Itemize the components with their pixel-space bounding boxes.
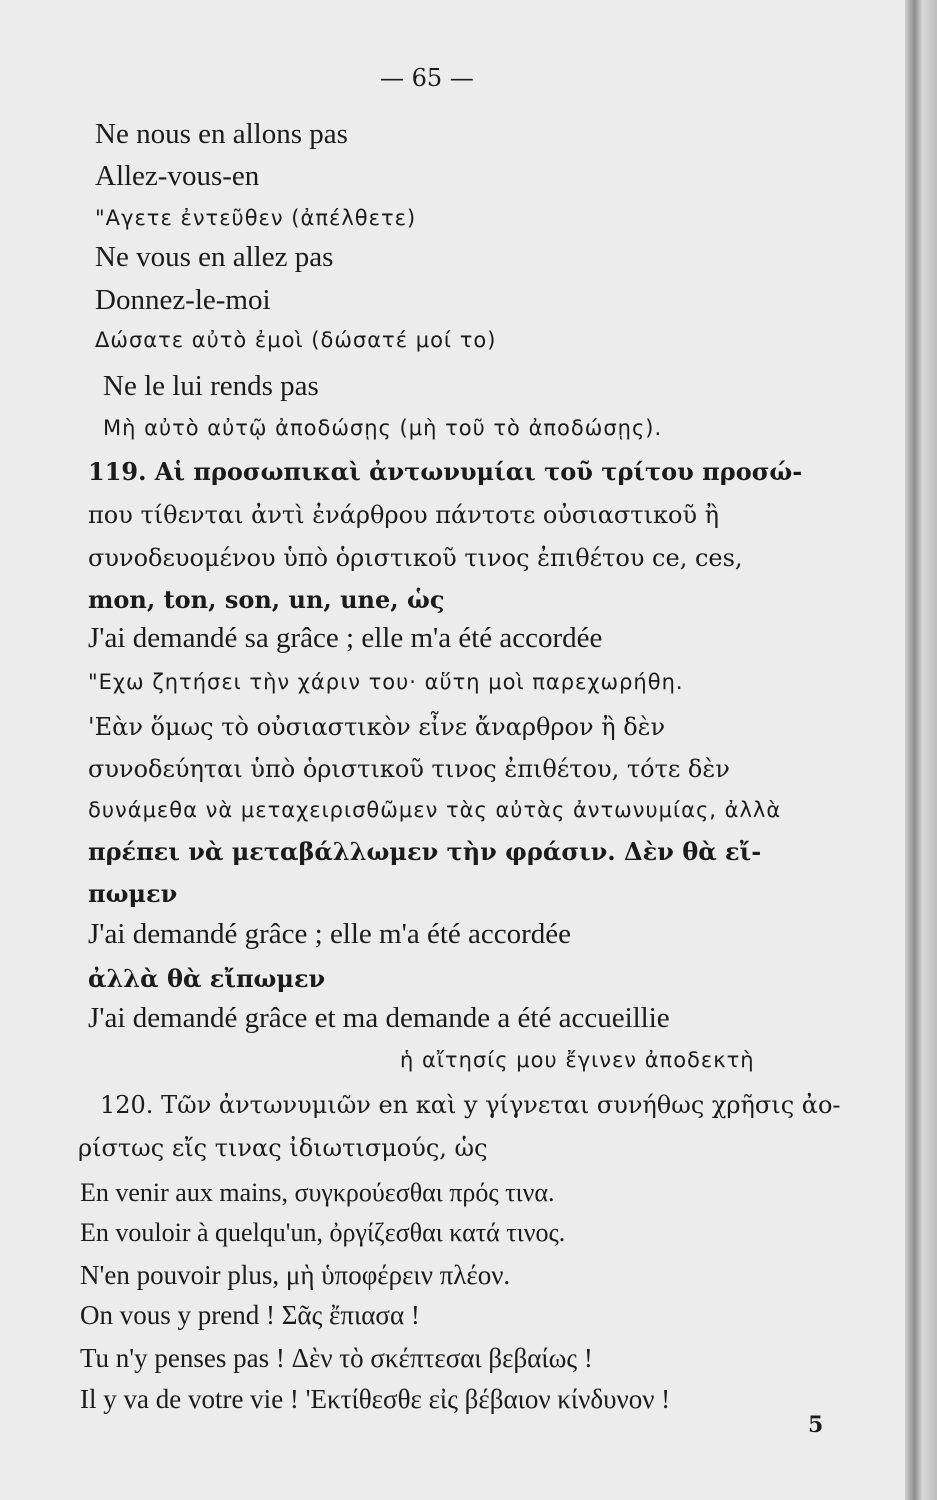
example-line-5: J'ai demandé grâce et ma demande a été accueillie — [88, 1002, 670, 1034]
text-line-8: Μὴ αὐτὸ αὐτῷ ἀποδώσῃς (μὴ τοῦ τὸ ἀποδώσῃς). — [103, 416, 663, 440]
example-line-3: J'ai demandé grâce ; elle m'a été accordée — [88, 918, 572, 950]
paragraph-119-line-3: συνοδευομένου ὑπὸ ὁριστικοῦ τινος ἐπιθέτου ce, ces, — [88, 544, 743, 572]
paragraph-line-8: πρέπει νὰ μεταβάλλωμεν τὴν φράσιν. Δὲν θὰ εἴ- — [88, 837, 762, 866]
text-line-2: Allez-vous-en — [95, 160, 260, 192]
idiom-line-5: Tu n'y penses pas ! Δὲν τὸ σκέπτεσαι βεβαίως ! — [80, 1343, 593, 1373]
example-line-2: "Εχω ζητήσει τὴν χάριν του· αὕτη μοὶ παρεχωρήθη. — [88, 670, 684, 694]
page-number-header: — 65 — — [380, 64, 474, 92]
text-line-6: Δώσατε αὐτὸ ἐμοὶ (δώσατέ μοί το) — [95, 328, 497, 352]
paragraph-119-line-4: mon, ton, son, un, une, ὡς — [88, 585, 445, 614]
text-line-5: Donnez-le-moi — [95, 284, 271, 316]
signature-mark: 5 — [808, 1412, 824, 1438]
example-line-6: ἡ αἴτησίς μου ἔγινεν ἀποδεκτὴ — [400, 1048, 755, 1072]
text-line-7: Ne le lui rends pas — [103, 370, 319, 402]
page-binding-edge — [905, 0, 937, 1500]
idiom-line-4: On vous y prend ! Σᾶς ἔπιασα ! — [80, 1300, 420, 1330]
paragraph-119-line-2: που τίθενται ἀντὶ ἐνάρθρου πάντοτε οὐσιαστικοῦ ἢ — [88, 501, 720, 529]
paragraph-120-line-2: ρίστως εἴς τινας ἰδιωτισμούς, ὡς — [78, 1134, 488, 1162]
paragraph-line-7: δυνάμεθα νὰ μεταχειρισθῶμεν τὰς αὐτὰς ἀντωνυμίας, ἀλλὰ — [88, 798, 782, 822]
paragraph-line-9: πωμεν — [88, 879, 178, 908]
text-line-1: Ne nous en allons pas — [95, 118, 348, 150]
paragraph-119-line-1: 119. Αἱ προσωπικαὶ ἀντωνυμίαι τοῦ τρίτου προσώ- — [88, 457, 803, 486]
idiom-line-6: Il y va de votre vie ! 'Εκτίθεσθε εἰς βέβαιον κίνδυνον ! — [80, 1384, 671, 1414]
paragraph-line-5: 'Εὰν ὅμως τὸ οὐσιαστικὸν εἶνε ἄναρθρον ἢ δὲν — [88, 713, 666, 741]
text-line-4: Ne vous en allez pas — [95, 241, 334, 273]
example-line-1: J'ai demandé sa grâce ; elle m'a été accordée — [88, 622, 603, 654]
paragraph-line-6: συνοδεύηται ὑπὸ ὁριστικοῦ τινος ἐπιθέτου, τότε δὲν — [88, 755, 730, 783]
idiom-line-1: En venir aux mains, συγκρούεσθαι πρός τινα. — [80, 1178, 555, 1207]
example-line-4: ἀλλὰ θὰ εἴπωμεν — [88, 964, 326, 993]
idiom-line-2: En vouloir à quelqu'un, ὀργίζεσθαι κατά τινος. — [80, 1218, 566, 1247]
text-line-3: "Αγετε ἐντεῦθεν (ἀπέλθετε) — [95, 206, 417, 230]
idiom-line-3: N'en pouvoir plus, μὴ ὑποφέρειν πλέον. — [80, 1260, 511, 1290]
paragraph-120-line-1: 120. Τῶν ἀντωνυμιῶν en καὶ y γίγνεται συνήθως χρῆσις ἀο- — [100, 1091, 841, 1119]
